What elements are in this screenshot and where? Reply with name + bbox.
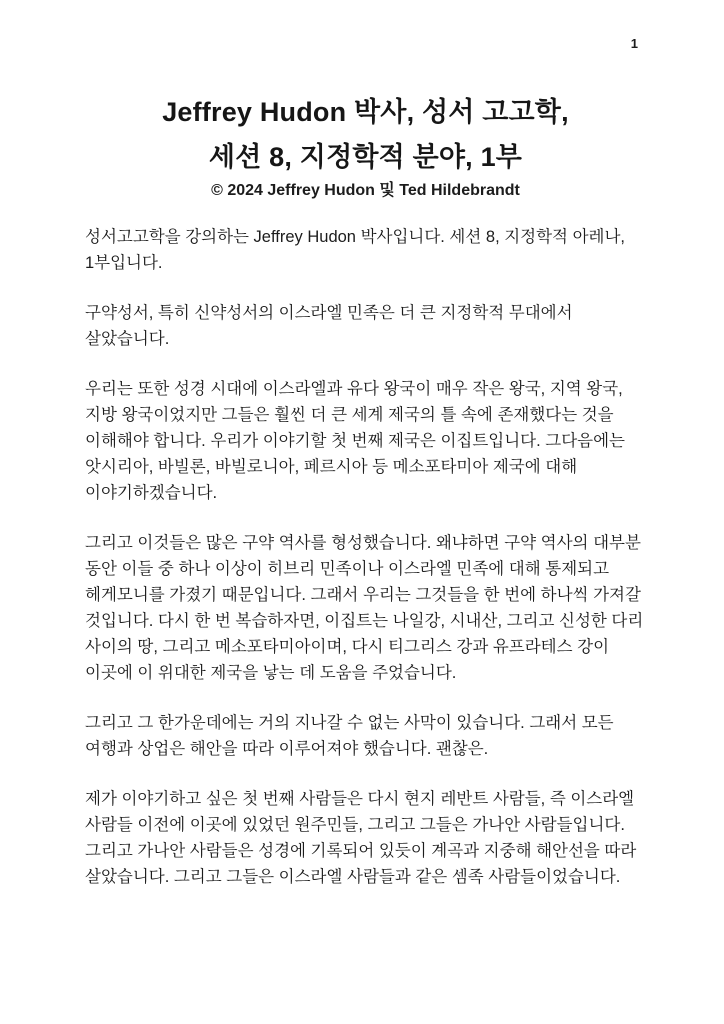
paragraph-2: 구약성서, 특히 신약성서의 이스라엘 민족은 더 큰 지정학적 무대에서 살았습니다. (85, 304, 573, 348)
page-number: 1 (630, 36, 638, 51)
document-body (85, 224, 646, 890)
document-title-line-2: 세션 8, 지정학적 분야, 1부 (208, 142, 523, 172)
paragraph-5: 그리고 그 한가운데에는 거의 지나갈 수 없는 사막이 있습니다. 그래서 모든 여행과 상업은 해안을 따라 이루어져야 했습니다. 괜찮은. (85, 714, 614, 758)
paragraph-1: 성서고고학을 강의하는 Jeffrey Hudon 박사입니다. 세션 8, 지정학적 아레나, 1부입니다. (85, 228, 625, 272)
document-title-line-1: Jeffrey Hudon 박사, 성서 고고학, (162, 97, 569, 127)
copyright-line: © 2024 Jeffrey Hudon 및 Ted Hildebrandt (211, 182, 520, 199)
paragraph-4: 그리고 이것들은 많은 구약 역사를 형성했습니다. 왜냐하면 구약 역사의 대부분 동안 이들 중 하나 이상이 히브리 민족이나 이스라엘 민족에 대해 통제되고 헤게모니를 가졌기 때문입니다. 그래서 우리는 그것들을 한 번에 하나씩 가져갈 것입니다. 다시 한 번 복습하자면, 이집트는 나일강, 시내산, 그리고 신성한 다리 사이의 땅, 그리고 메소포타미아이며, 다시 티그리스 강과 유프라테스 강이 이곳에 이 위대한 제국을 낳는 데 도움을 주었습니다. (85, 534, 644, 682)
paragraph-6: 제가 이야기하고 싶은 첫 번째 사람들은 다시 현지 레반트 사람들, 즉 이스라엘 사람들 이전에 이곳에 있었던 원주민들, 그리고 그들은 가나안 사람들입니다. 그리고 가나안 사람들은 성경에 기록되어 있듯이 계곡과 지중해 해안선을 따라 살았습니다. 그리고 그들은 이스라엘 사람들과 같은 셈족 사람들이었습니다. (85, 790, 637, 886)
document-title (85, 90, 646, 180)
paragraph-3: 우리는 또한 성경 시대에 이스라엘과 유다 왕국이 매우 작은 왕국, 지역 왕국, 지방 왕국이었지만 그들은 훨씬 더 큰 세계 제국의 틀 속에 존재했다는 것을 이해해야 합니다. 우리가 이야기할 첫 번째 제국은 이집트입니다. 그다음에는 앗시리아, 바빌론, 바빌로니아, 페르시아 등 메소포타미아 제국에 대해 이야기하겠습니다. (85, 380, 625, 502)
